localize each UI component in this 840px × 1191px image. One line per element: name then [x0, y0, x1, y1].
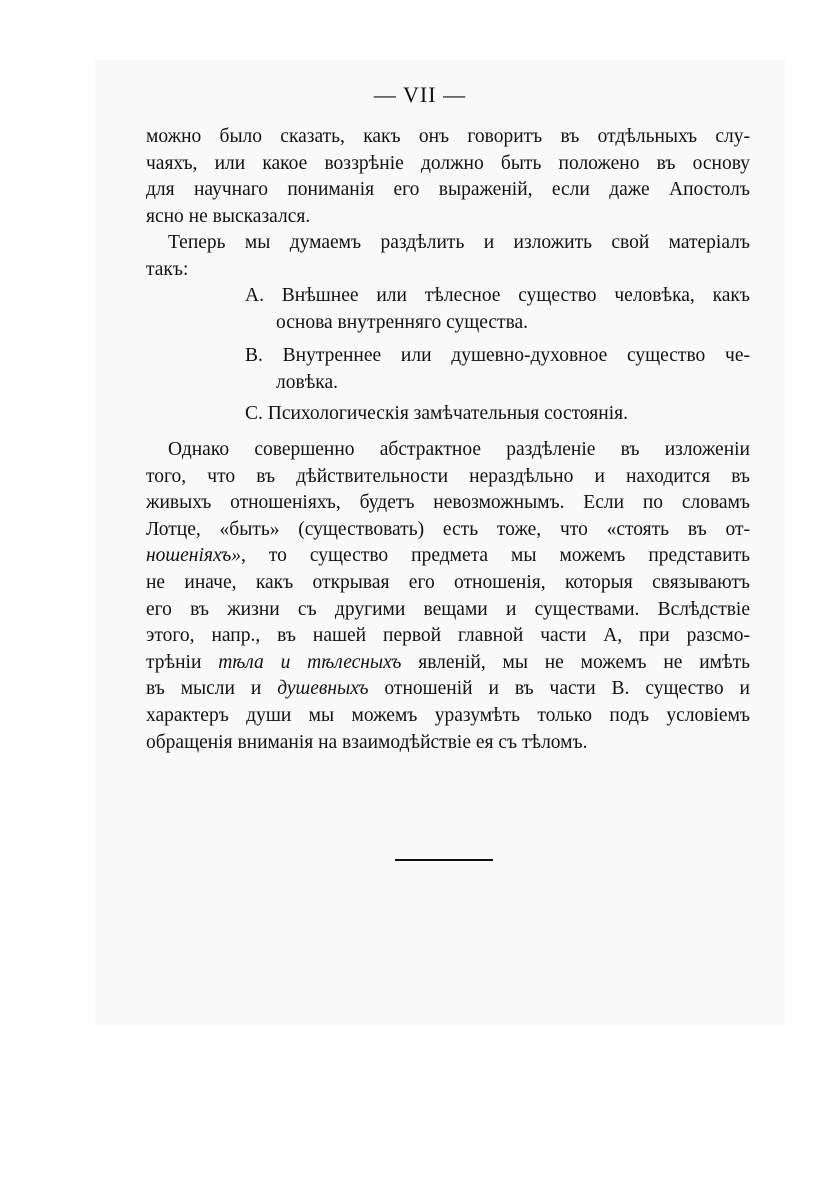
italic-text: ношеніяхъ»: [146, 545, 241, 567]
text-line: ясно не высказался.: [146, 205, 311, 227]
text-line: Лотце, «быть» (существовать) есть тоже, что «стоять въ от-: [146, 518, 750, 540]
text-line: чаяхъ, или какое воззрѣніе должно быть положено въ основу: [146, 152, 750, 174]
paragraph-2: [146, 230, 750, 283]
text-span: , то существо предмета мы можемъ представить: [241, 545, 750, 567]
text-line: этого, напр., въ нашей первой главной части А, при разсмо-: [146, 625, 750, 647]
outline-item-c: [245, 401, 750, 428]
text-line: его въ жизни съ другими вещами и существами. Вслѣдствіе: [146, 598, 750, 620]
text-line: [146, 543, 750, 570]
text-span: въ мысли и: [146, 678, 278, 700]
text-line: Однако совершенно абстрактное раздѣленіе въ изложеніи: [168, 439, 750, 460]
italic-text: тѣла и тѣлесныхъ: [218, 651, 402, 673]
outline-item-a: [245, 283, 750, 336]
paragraph-1: [146, 124, 750, 230]
outline-line: ловѣка.: [276, 371, 338, 393]
outline-item-b: [245, 343, 750, 396]
text-line: можно было сказать, какъ онъ говоритъ въ отдѣльныхъ слу-: [146, 126, 750, 147]
text-line: живыхъ отношеніяхъ, будетъ невозможнымъ. Если по словамъ: [146, 492, 750, 514]
outline-line: C. Психологическія замѣчательныя состоянія.: [245, 403, 628, 424]
text-line: того, что въ дѣйствительности нераздѣльно и находится въ: [146, 465, 750, 487]
closing-rule: [395, 859, 493, 861]
outline-line: A. Внѣшнее или тѣлесное существо человѣка, какъ: [245, 285, 750, 306]
outline-line: основа внутренняго существа.: [276, 311, 529, 333]
text-line: [146, 676, 750, 703]
text-span: отношеній и въ части В. существо и: [368, 678, 750, 700]
italic-text: душевныхъ: [277, 678, 369, 700]
page-number: — VII —: [373, 82, 467, 107]
text-line: Теперь мы думаемъ раздѣлить и изложить свой матеріалъ: [168, 232, 750, 253]
text-span: трѣніи: [146, 651, 219, 673]
outline-line: B. Внутреннее или душевно-духовное существо че-: [245, 345, 750, 366]
text-line: [146, 650, 750, 677]
paragraph-3: [146, 437, 750, 756]
text-span: явленій, мы не можемъ не имѣть: [401, 651, 750, 673]
text-line: для научнаго пониманія его выраженій, если даже Апостолъ: [146, 179, 750, 201]
text-line: такъ:: [146, 258, 189, 280]
text-line: обращенія вниманія на взаимодѣйствіе ея съ тѣломъ.: [146, 731, 588, 753]
text-line: не иначе, какъ открывая его отношенія, которыя связываютъ: [146, 571, 750, 593]
text-line: характеръ души мы можемъ уразумѣть только подъ условіемъ: [146, 704, 750, 726]
